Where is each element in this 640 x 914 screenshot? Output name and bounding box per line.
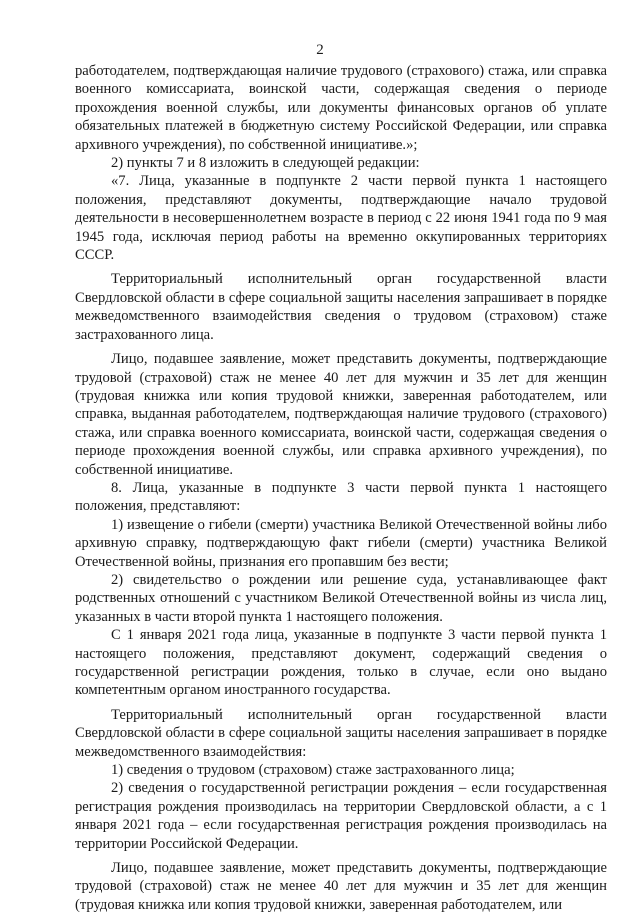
paragraph-request-item-1: 1) сведения о трудовом (страховом) стаже застрахованного лица; bbox=[111, 762, 515, 779]
paragraph-continuation: работодателем, подтверждающая наличие трудового (страхового) стажа, или справка военного комиссариата, воинской части, содержащая сведения о периоде прохождения военной службы, или документы финансовых органов об уплате обязательных платежей в бюджетную систему Российской Федерации, или справка архивного учреждения), по собственной инициативе.»; bbox=[75, 63, 607, 153]
paragraph-clause-8: 8. Лица, указанные в подпункте 3 части первой пункта 1 настоящего положения, представляют: bbox=[75, 479, 607, 515]
paragraph-item-2: 2) пункты 7 и 8 изложить в следующей редакции: bbox=[111, 155, 420, 172]
paragraph-request-item-2: 2) сведения о государственной регистрации рождения – если государственная регистрация рождения производилась на территории Свердловской области, а с 1 января 2021 года – если государственная регистрация рождения производилась на территории Российской Федерации. bbox=[75, 780, 607, 852]
document-body bbox=[75, 62, 607, 914]
paragraph-interagency-request-2: Территориальный исполнительный орган государственной власти Свердловской области в сфере социальной защиты населения запрашивает в порядке межведомственного взаимодействия: bbox=[75, 706, 607, 760]
paragraph-clause-7: «7. Лица, указанные в подпункте 2 части первой пункта 1 настоящего положения, представляют документы, подтверждающие начало трудовой деятельности в несовершеннолетнем возрасте в период с 22 июня 1941 года по 9 мая 1945 года, исключая период работы на временно оккупированных территориях СССР. bbox=[75, 173, 607, 264]
paragraph-subitem-1: 1) извещение о гибели (смерти) участника Великой Отечественной войны либо архивную справку, подтверждающую факт гибели (смерти) участника Великой Отечественной войны, признания его пропавшим без вести; bbox=[75, 516, 607, 570]
paragraph-from-2021: С 1 января 2021 года лица, указанные в подпункте 3 части первой пункта 1 настоящего положения, представляют документ, содержащий сведения о государственной регистрации рождения, только в случае, если оно выдано компетентным органом иностранного государства. bbox=[75, 627, 607, 699]
paragraph-interagency-request: Территориальный исполнительный орган государственной власти Свердловской области в сфере социальной защиты населения запрашивает в порядке межведомственного взаимодействия сведения о трудовом (страховом) стаже застрахованного лица. bbox=[75, 271, 607, 343]
paragraph-applicant-documents-2: Лицо, подавшее заявление, может представить документы, подтверждающие трудовой (страховой) стаж не менее 40 лет для мужчин и 35 лет для женщин (трудовая книжка или копия трудовой книжки, заверенная работодателем, или bbox=[75, 860, 607, 913]
paragraph-subitem-2: 2) свидетельство о рождении или решение суда, устанавливающее факт родственных отношений с участником Великой Отечественной войны из числа лиц, указанных в части второй пункта 1 настоящего положения. bbox=[75, 571, 607, 625]
paragraph-applicant-documents: Лицо, подавшее заявление, может представить документы, подтверждающие трудовой (страховой) стаж не менее 40 лет для мужчин и 35 лет для женщин (трудовая книжка или копия трудовой книжки, заверенная работодателем, или справка, выданная работодателем, подтверждающая наличие трудового (страхового) стажа, или справка военного комиссариата, воинской части, содержащая сведения о периоде прохождения военной службы, или справка архивного учреждения), по собственной инициативе. bbox=[75, 351, 607, 478]
page-number: 2 bbox=[316, 42, 324, 58]
